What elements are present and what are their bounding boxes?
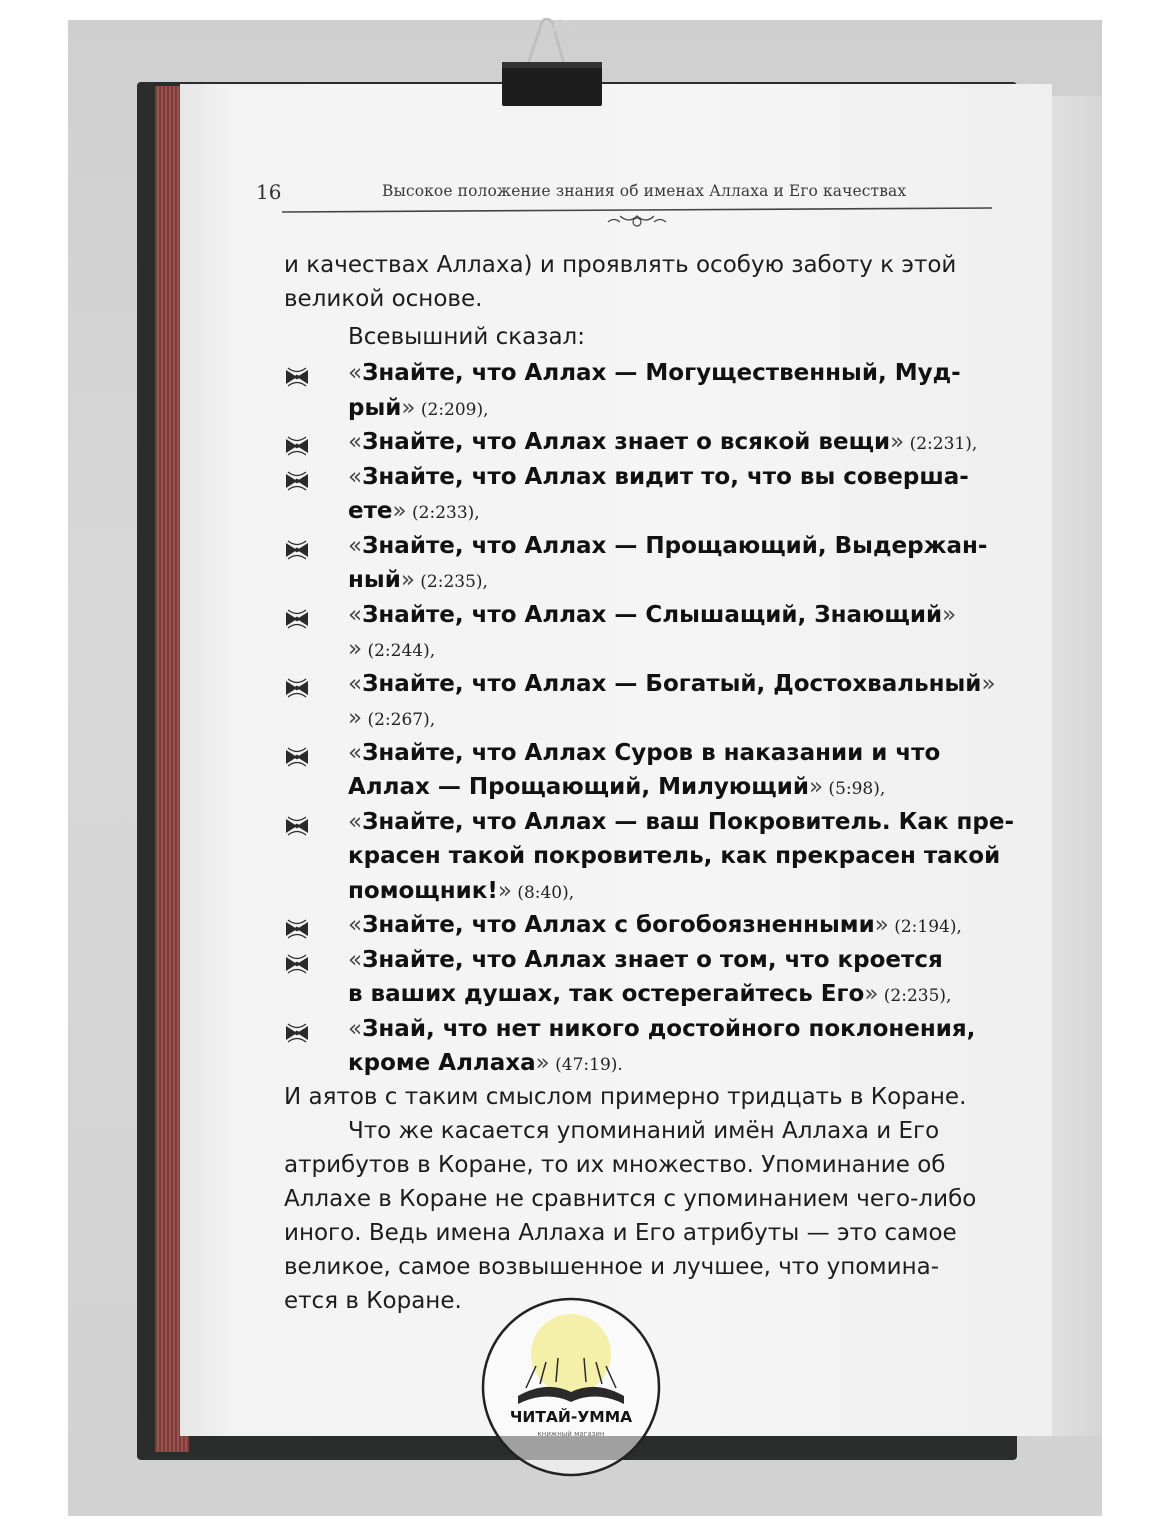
- quote-close: »: [981, 670, 996, 697]
- outro-line-4: Аллахе в Коране не сравнится с упоминанием чего-либо: [284, 1186, 977, 1212]
- verse-text: Знайте, что Аллах Суров в наказании и что: [362, 739, 941, 766]
- verse-text: Знайте, что Аллах знает о том, что кроется: [362, 946, 943, 973]
- verse-line: [348, 947, 943, 973]
- star-bullet-icon: [284, 746, 310, 768]
- verse-reference: (5:98),: [823, 779, 886, 799]
- verse-reference: (2:233),: [406, 503, 480, 523]
- outro-line-2: Что же касается упоминаний имён Аллаха и Его: [348, 1118, 940, 1144]
- verse-reference: (2:209),: [415, 399, 489, 420]
- verse-line: [348, 774, 885, 800]
- verse-reference: (2:235),: [414, 572, 488, 592]
- verse-text: Аллах — Прощающий, Милующий: [348, 774, 809, 800]
- verse-line: [348, 395, 489, 421]
- quote-open: «: [348, 670, 363, 697]
- quote-open: «: [348, 808, 363, 835]
- quote-close: »: [400, 567, 415, 593]
- verse-text: Знай, что нет никого достойного поклонения,: [362, 1015, 976, 1042]
- verse-line: [348, 671, 996, 697]
- verse-reference: (2:231),: [904, 434, 978, 454]
- quote-close: »: [401, 394, 416, 421]
- watermark-subtitle: книжный магазин: [537, 1430, 605, 1438]
- verse-line: [348, 809, 1014, 835]
- verse-text: ете: [348, 498, 393, 524]
- quote-open: «: [348, 429, 363, 455]
- binder-clip-icon: [498, 18, 606, 108]
- quote-close: »: [808, 774, 824, 800]
- verse-line: [348, 981, 951, 1007]
- verse-text: в ваших душах, так остерегайтесь Его: [348, 981, 865, 1007]
- store-watermark-logo: [476, 1292, 666, 1482]
- quote-close: »: [864, 981, 879, 1007]
- verse-text: Знайте, что Аллах — Могущественный, Муд-: [362, 360, 961, 386]
- verse-reference: (47:19).: [549, 1055, 623, 1075]
- verse-reference: (2:244),: [362, 641, 436, 661]
- verse-line: [348, 912, 962, 938]
- star-bullet-icon: [284, 608, 310, 630]
- verse-line: [348, 533, 987, 559]
- quote-close: »: [942, 601, 957, 628]
- watermark-name: ЧИТАЙ-УММА: [509, 1408, 633, 1426]
- quote-open: «: [348, 360, 363, 386]
- intro-said: Всевышний сказал:: [348, 324, 585, 350]
- quote-open: «: [348, 912, 363, 938]
- verse-line: [348, 878, 574, 904]
- verse-line: [348, 740, 940, 766]
- verse-text: помощник!: [348, 877, 498, 904]
- verse-line: [348, 602, 956, 628]
- star-bullet-icon: [284, 366, 310, 388]
- verse-text: Знайте, что Аллах — Прощающий, Выдержан-: [362, 532, 988, 559]
- star-bullet-icon: [284, 953, 310, 975]
- page-number: 16: [256, 180, 282, 204]
- quote-open: «: [348, 601, 363, 628]
- quote-open: «: [348, 463, 363, 490]
- verse-line: [348, 464, 969, 490]
- quote-close: »: [392, 498, 407, 524]
- verse-text: рый: [348, 394, 402, 421]
- verse-reference: (8:40),: [511, 882, 575, 903]
- star-bullet-icon: [284, 815, 310, 837]
- star-bullet-icon: [284, 918, 310, 940]
- running-title: Высокое положение знания об именах Аллаха и Его качествах: [382, 182, 907, 200]
- star-bullet-icon: [284, 539, 310, 561]
- book-logo-icon: [476, 1292, 666, 1482]
- quote-close: »: [497, 877, 512, 904]
- verse-text: красен такой покровитель, как прекрасен такой: [348, 843, 1001, 869]
- verse-reference: (2:194),: [888, 917, 962, 937]
- verse-text: ный: [348, 567, 401, 593]
- quote-close: »: [535, 1050, 550, 1076]
- verse-line: [348, 636, 435, 662]
- star-bullet-icon: [284, 435, 310, 457]
- quote-open: «: [348, 946, 363, 973]
- quote-close: »: [890, 429, 905, 455]
- verse-line: [348, 567, 488, 593]
- verse-text: Знайте, что Аллах — Слышащий, Знающий: [362, 601, 943, 628]
- intro-line-2: великой основе.: [284, 286, 483, 312]
- quote-open: «: [348, 739, 363, 766]
- page-header: [256, 178, 992, 238]
- verse-reference: (2:235),: [878, 986, 952, 1006]
- outro-line-6: великое, самое возвышенное и лучшее, что упомина-: [284, 1254, 940, 1280]
- outro-line-7: ется в Коране.: [284, 1288, 462, 1314]
- outro-line-3: атрибутов в Коране, то их множество. Упоминание об: [284, 1152, 946, 1178]
- verse-line: [348, 498, 480, 524]
- text-line: и качествах Аллаха) и проявлять особую заботу к этой: [284, 252, 957, 278]
- verse-line: [348, 1016, 975, 1042]
- quote-open: «: [348, 532, 363, 559]
- verse-reference: (2:267),: [362, 710, 436, 730]
- quote-close: »: [348, 705, 363, 731]
- verse-line: [348, 705, 435, 731]
- verse-line: [348, 843, 1000, 869]
- quote-close: »: [348, 636, 363, 662]
- intro-line-1: [284, 252, 1004, 278]
- star-bullet-icon: [284, 470, 310, 492]
- verse-text: Знайте, что Аллах видит то, что вы соверша-: [362, 463, 969, 490]
- outro-line-1: И аятов с таким смыслом примерно тридцать в Коране.: [284, 1084, 967, 1110]
- verse-line: [348, 1050, 623, 1076]
- quote-open: «: [348, 1015, 363, 1042]
- verse-text: Знайте, что Аллах — Богатый, Достохвальный: [362, 670, 982, 697]
- ornament-rule-icon: [282, 200, 992, 240]
- verse-line: [348, 429, 977, 455]
- verse-text: Знайте, что Аллах знает о всякой вещи: [362, 429, 891, 455]
- star-bullet-icon: [284, 677, 310, 699]
- verse-line: [348, 360, 961, 386]
- verse-text: Знайте, что Аллах с богобоязненными: [362, 912, 875, 938]
- verse-text: кроме Аллаха: [348, 1050, 536, 1076]
- outro-line-5: иного. Ведь имена Аллаха и Его атрибуты — это самое: [284, 1220, 957, 1246]
- quote-close: »: [874, 912, 889, 938]
- star-bullet-icon: [284, 1022, 310, 1044]
- verse-text: Знайте, что Аллах — ваш Покровитель. Как пре-: [362, 808, 1015, 835]
